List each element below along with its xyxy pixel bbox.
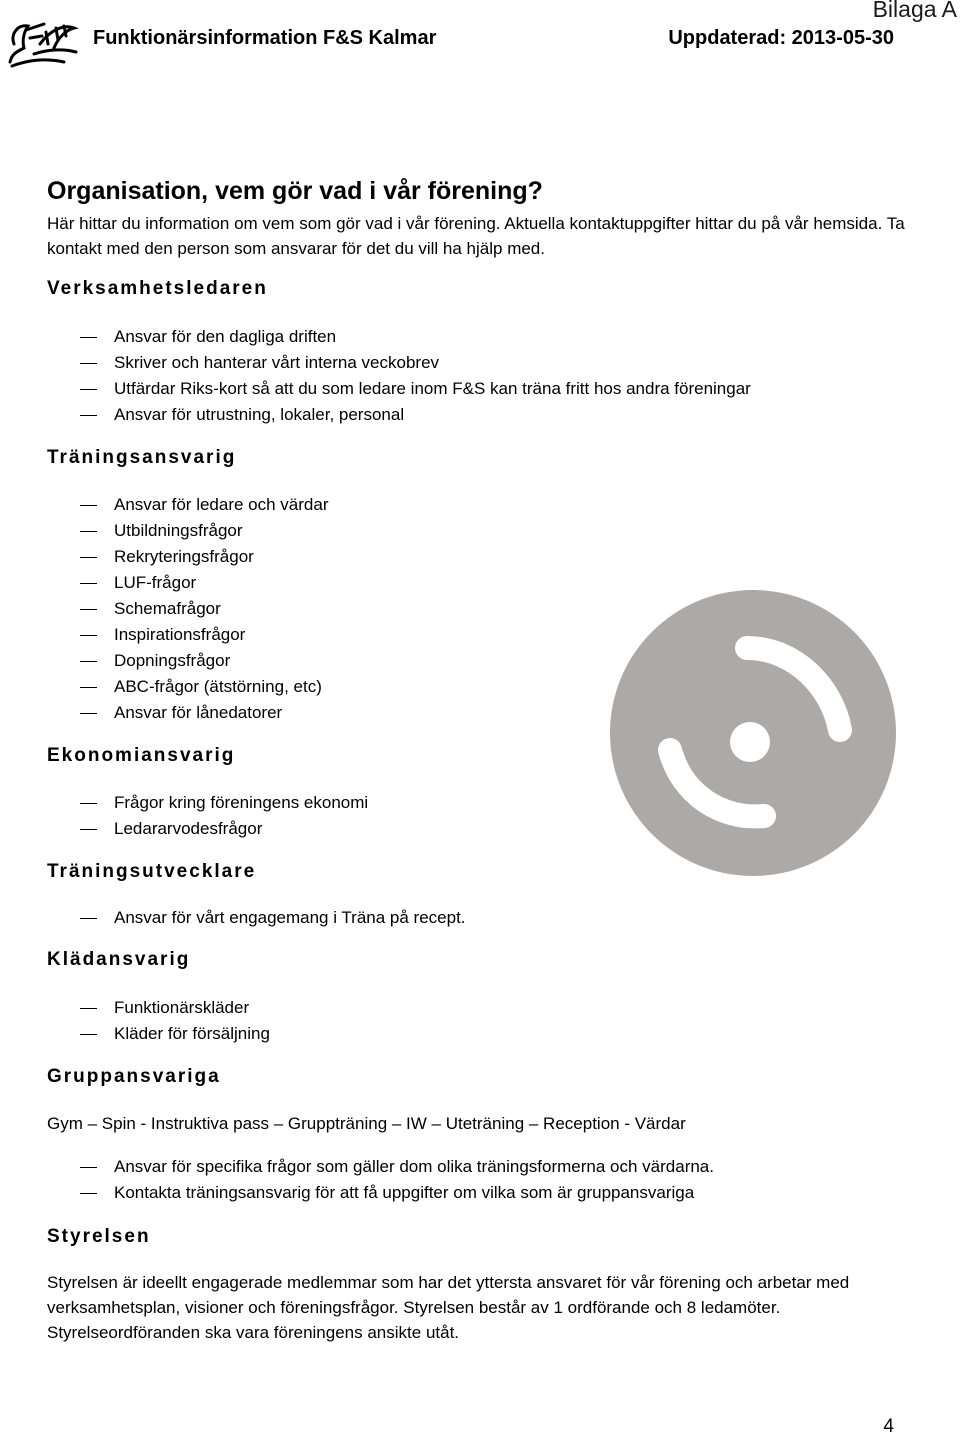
list-item-text: Kläder för försäljning (114, 1024, 270, 1043)
list-item (0, 622, 329, 648)
section-title-gruppansvariga: Gruppansvariga (47, 1066, 221, 1087)
list-item (0, 1154, 714, 1180)
section-title-styrelsen: Styrelsen (47, 1226, 151, 1247)
dash-bullet (80, 635, 97, 636)
list-item (0, 544, 329, 570)
dash-bullet (80, 583, 97, 584)
list-item (0, 905, 466, 931)
header-title: Funktionärsinformation F&S Kalmar (93, 27, 437, 49)
intro-text: Här hittar du information om vem som gör vad i vår förening. Aktuella kontaktuppgifter hittar du på vår hemsida. Ta kontakt med den person som ansvarar för det du vill ha hjälp med. (47, 214, 905, 258)
section-title-verksamhetsledaren: Verksamhetsledaren (47, 278, 268, 299)
list-item (0, 596, 329, 622)
list-item-text: Ledararvodesfrågor (114, 819, 263, 838)
dash-bullet (80, 1034, 97, 1035)
list-item-text: Rekryteringsfrågor (114, 547, 254, 566)
list-item (0, 492, 329, 518)
list-item-text: Utfärdar Riks-kort så att du som ledare inom F&S kan träna fritt hos andra föreningar (114, 379, 751, 398)
list-item-text: Ansvar för ledare och värdar (114, 495, 329, 514)
list-item (0, 376, 751, 402)
section-title-ekonomiansvarig: Ekonomiansvarig (47, 745, 236, 766)
list-item-text: Skriver och hanterar vårt interna veckobrev (114, 353, 440, 372)
list-item-text: Frågor kring föreningens ekonomi (114, 793, 369, 812)
list-item (0, 570, 329, 596)
list-item-text: Ansvar för utrustning, lokaler, personal (114, 405, 405, 424)
section-title-traningsansvarig: Träningsansvarig (47, 447, 237, 468)
list-item (0, 995, 270, 1021)
list-item (0, 1180, 714, 1206)
ekonomiansvarig-list (0, 790, 368, 842)
list-item-text: Ansvar för vårt engagemang i Träna på recept. (114, 908, 466, 927)
list-item-text: ABC-frågor (ätstörning, etc) (114, 677, 322, 696)
list-item-text: Utbildningsfrågor (114, 521, 243, 540)
dash-bullet (80, 363, 97, 364)
dash-bullet (80, 505, 97, 506)
list-item (0, 816, 368, 842)
list-item (0, 700, 329, 726)
dash-bullet (80, 557, 97, 558)
dash-bullet (80, 687, 97, 688)
dash-bullet (80, 1008, 97, 1009)
list-item-text: Ansvar för lånedatorer (114, 703, 283, 722)
list-item (0, 402, 751, 428)
verksamhetsledaren-list (0, 324, 751, 428)
kladansvarig-list (0, 995, 270, 1047)
list-item (0, 790, 368, 816)
gruppansvariga-list (0, 1154, 714, 1206)
dash-bullet (80, 389, 97, 390)
dash-bullet (80, 337, 97, 338)
dash-bullet (80, 1193, 97, 1194)
dash-bullet (80, 803, 97, 804)
list-item (0, 518, 329, 544)
dash-bullet (80, 609, 97, 610)
list-item-text: Dopningsfrågor (114, 651, 231, 670)
traningsansvarig-list (0, 492, 329, 726)
styrelsen-text: Styrelsen är ideellt engagerade medlemmar som har det yttersta ansvaret för vår förening och arbetar med verksamhetsplan, visioner och föreningsfrågor. Styrelsen består av 1 ordförande och 8 ledamöter. Styrelseordföranden ska vara föreningens ansikte utåt. (47, 1273, 850, 1342)
list-item (0, 324, 751, 350)
traningsutvecklare-list (0, 905, 466, 931)
section-title-traningsutvecklare: Träningsutvecklare (47, 861, 257, 882)
header-updated-date: Uppdaterad: 2013-05-30 (668, 27, 894, 49)
group-types-line: Gym – Spin - Instruktiva pass – Gruppträning – IW – Uteträning – Reception - Värdar (47, 1114, 686, 1133)
dash-bullet (80, 829, 97, 830)
list-item (0, 1021, 270, 1047)
watermark-dot (730, 722, 770, 762)
dash-bullet (80, 531, 97, 532)
list-item (0, 674, 329, 700)
list-item-text: Ansvar för specifika frågor som gäller dom olika träningsformerna och värdarna. (114, 1157, 714, 1176)
dash-bullet (80, 661, 97, 662)
watermark-disc-graphic (610, 590, 896, 876)
dash-bullet (80, 918, 97, 919)
list-item-text: Inspirationsfrågor (114, 625, 246, 644)
list-item-text: Funktionärskläder (114, 998, 250, 1017)
list-item-text: LUF-frågor (114, 573, 197, 592)
list-item (0, 648, 329, 674)
annex-label: Bilaga A (872, 0, 957, 22)
list-item-text: Ansvar för den dagliga driften (114, 327, 337, 346)
page-number: 4 (883, 1416, 894, 1437)
list-item (0, 350, 751, 376)
dash-bullet (80, 1167, 97, 1168)
list-item-text: Schemafrågor (114, 599, 221, 618)
page-title: Organisation, vem gör vad i vår förening? (47, 177, 543, 205)
friskis-svettis-logo (4, 14, 82, 72)
list-item-text: Kontakta träningsansvarig för att få uppgifter om vilka som är gruppansvariga (114, 1183, 695, 1202)
dash-bullet (80, 713, 97, 714)
section-title-kladansvarig: Klädansvarig (47, 949, 191, 970)
dash-bullet (80, 415, 97, 416)
